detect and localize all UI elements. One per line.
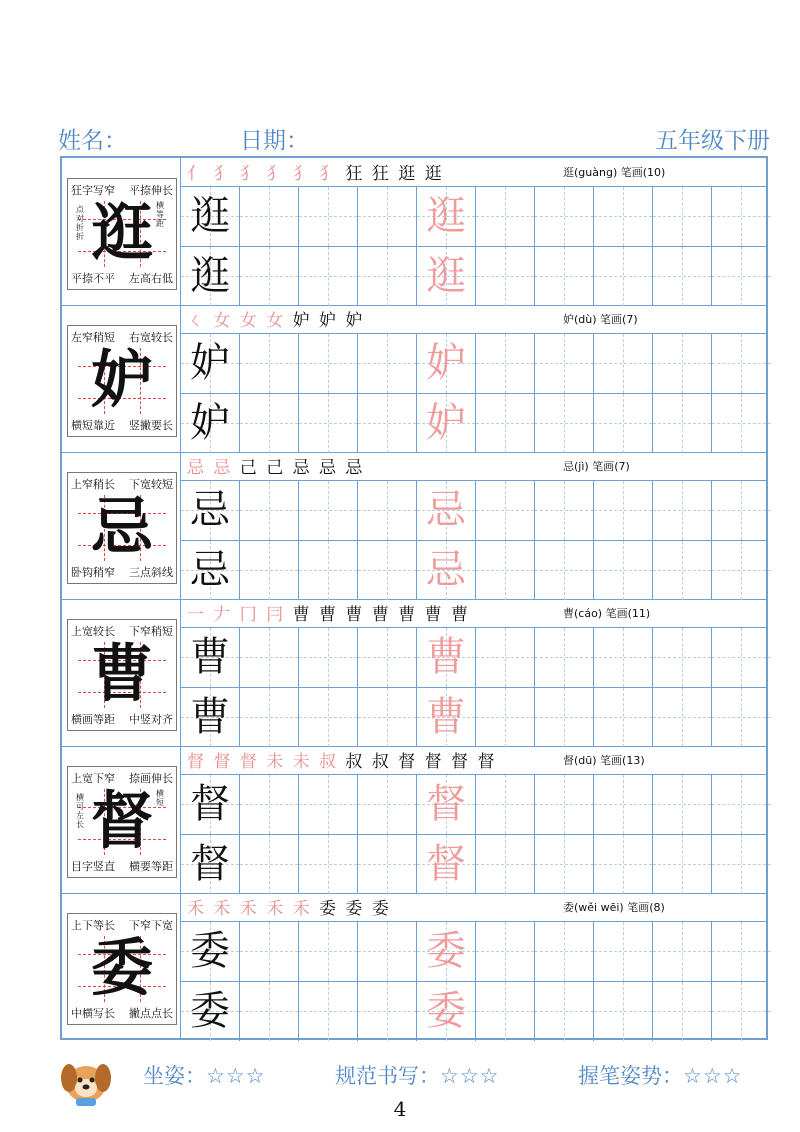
stroke-order-row xyxy=(181,158,766,187)
writing-cell[interactable] xyxy=(594,922,653,981)
stroke-sequence-complete: 委 委 委 xyxy=(311,899,391,919)
writing-cell[interactable] xyxy=(594,775,653,834)
writing-cell[interactable] xyxy=(712,922,771,981)
writing-cell[interactable] xyxy=(299,982,358,1041)
pinyin-stroke-count: 逛(guàng) 笔画(10) xyxy=(563,166,666,179)
model-character: 委 xyxy=(90,931,153,1004)
writing-cell[interactable] xyxy=(594,982,653,1041)
writing-cell[interactable] xyxy=(181,247,240,306)
posture-rating xyxy=(143,1060,265,1090)
writing-cell[interactable] xyxy=(653,922,712,981)
writing-label: 规范书写： xyxy=(335,1064,440,1088)
sample-character: 妒 xyxy=(190,340,230,386)
page-number: 4 xyxy=(393,1097,407,1121)
trace-character: 妒 xyxy=(426,400,466,446)
tip-top-left: 上宽下窄 xyxy=(71,772,115,785)
stroke-order-row xyxy=(181,746,766,775)
sample-character: 逛 xyxy=(190,193,230,239)
writing-cell[interactable] xyxy=(417,187,476,246)
writing-cell[interactable] xyxy=(358,541,417,600)
writing-cell[interactable] xyxy=(476,481,535,540)
writing-cell[interactable] xyxy=(240,334,299,393)
practice-sheet xyxy=(60,156,768,1040)
model-card xyxy=(67,178,177,290)
writing-cell[interactable] xyxy=(299,187,358,246)
stroke-sequence-partial: 忌 忌 xyxy=(187,458,233,478)
trace-character: 委 xyxy=(426,928,466,974)
model-character: 妒 xyxy=(90,343,153,416)
writing-cell[interactable] xyxy=(358,688,417,747)
tip-bottom-right: 横要等距 xyxy=(129,860,173,873)
writing-cell[interactable] xyxy=(594,481,653,540)
tip-top-left: 狂字写窄 xyxy=(71,184,115,197)
writing-cell[interactable] xyxy=(240,541,299,600)
writing-cell[interactable] xyxy=(299,481,358,540)
character-block xyxy=(62,746,766,894)
writing-cell[interactable] xyxy=(535,481,594,540)
writing-cell[interactable] xyxy=(535,334,594,393)
stroke-sequence-complete: 叔 叔 督 督 督 督 xyxy=(338,752,497,772)
writing-cell[interactable] xyxy=(181,187,240,246)
posture-stars[interactable]: ☆☆☆ xyxy=(206,1064,266,1088)
writing-cell[interactable] xyxy=(181,394,240,453)
writing-cell[interactable] xyxy=(535,688,594,747)
model-card xyxy=(67,913,177,1025)
writing-cell[interactable] xyxy=(535,775,594,834)
writing-cell[interactable] xyxy=(417,247,476,306)
tip-top-left: 上窄稍长 xyxy=(71,478,115,491)
writing-cell[interactable] xyxy=(594,541,653,600)
pinyin-stroke-count: 曹(cáo) 笔画(11) xyxy=(563,607,651,620)
trace-character: 逛 xyxy=(426,193,466,239)
writing-cell[interactable] xyxy=(299,688,358,747)
tip-bottom-left: 卧钩稍窄 xyxy=(71,566,115,579)
writing-grid-row xyxy=(181,187,766,247)
writing-cell[interactable] xyxy=(594,334,653,393)
writing-cell[interactable] xyxy=(594,688,653,747)
stroke-sequence-partial: ㄑ 女 女 女 xyxy=(187,311,286,331)
stroke-sequence-complete: 妒 妒 妒 xyxy=(285,311,365,331)
writing-cell[interactable] xyxy=(476,247,535,306)
model-column xyxy=(62,452,181,599)
writing-cell[interactable] xyxy=(653,775,712,834)
writing-cell[interactable] xyxy=(476,394,535,453)
writing-cell[interactable] xyxy=(712,628,771,687)
stroke-sequence-partial: 禾 禾 禾 禾 禾 xyxy=(187,899,312,919)
writing-cell[interactable] xyxy=(181,481,240,540)
writing-cell[interactable] xyxy=(240,628,299,687)
writing-cell[interactable] xyxy=(240,775,299,834)
writing-grid-row xyxy=(181,541,766,600)
trace-character: 逛 xyxy=(426,253,466,299)
writing-cell[interactable] xyxy=(240,982,299,1041)
tip-bottom-left: 横画等距 xyxy=(71,713,115,726)
writing-cell[interactable] xyxy=(653,541,712,600)
writing-cell[interactable] xyxy=(240,247,299,306)
stroke-sequence-complete: 曹 曹 曹 曹 曹 曹 曹 xyxy=(285,605,471,625)
writing-cell[interactable] xyxy=(476,922,535,981)
grip-rating xyxy=(578,1060,742,1090)
tip-top-right: 右宽较长 xyxy=(129,331,173,344)
writing-cell[interactable] xyxy=(594,835,653,894)
writing-cell[interactable] xyxy=(417,394,476,453)
stroke-sequence xyxy=(187,600,470,625)
writing-cell[interactable] xyxy=(358,775,417,834)
writing-cell[interactable] xyxy=(240,187,299,246)
writing-grid-row xyxy=(181,835,766,894)
tip-bottom-left: 平捺不平 xyxy=(71,272,115,285)
tip-top-right: 下窄下宽 xyxy=(129,919,173,932)
stroke-order-row xyxy=(181,305,766,334)
character-block xyxy=(62,305,766,453)
sample-character: 督 xyxy=(190,781,230,827)
trace-character: 忌 xyxy=(426,547,466,593)
model-character: 曹 xyxy=(90,637,153,710)
writing-cell[interactable] xyxy=(653,481,712,540)
writing-cell[interactable] xyxy=(712,334,771,393)
character-block xyxy=(62,452,766,600)
writing-cell[interactable] xyxy=(535,541,594,600)
writing-cell[interactable] xyxy=(181,982,240,1041)
sample-character: 委 xyxy=(190,928,230,974)
writing-cell[interactable] xyxy=(476,688,535,747)
writing-cell[interactable] xyxy=(535,835,594,894)
writing-cell[interactable] xyxy=(476,334,535,393)
character-block xyxy=(62,893,766,1040)
writing-cell[interactable] xyxy=(299,922,358,981)
trace-character: 委 xyxy=(426,988,466,1034)
writing-cell[interactable] xyxy=(594,187,653,246)
model-character: 忌 xyxy=(90,490,153,563)
writing-cell[interactable] xyxy=(358,334,417,393)
model-column xyxy=(62,305,181,452)
trace-character: 督 xyxy=(426,781,466,827)
tip-bottom-right: 竖撇要长 xyxy=(129,419,173,432)
writing-cell[interactable] xyxy=(358,628,417,687)
model-card xyxy=(67,766,177,878)
model-column xyxy=(62,599,181,746)
writing-stars[interactable]: ☆☆☆ xyxy=(440,1064,500,1088)
tip-bottom-right: 左高右低 xyxy=(129,272,173,285)
writing-cell[interactable] xyxy=(299,775,358,834)
model-column xyxy=(62,158,181,305)
writing-cell[interactable] xyxy=(417,835,476,894)
sample-character: 忌 xyxy=(190,487,230,533)
writing-cell[interactable] xyxy=(476,541,535,600)
stroke-order-row xyxy=(181,893,766,922)
writing-cell[interactable] xyxy=(653,247,712,306)
writing-grid-row xyxy=(181,334,766,394)
sample-character: 妒 xyxy=(190,400,230,446)
writing-cell[interactable] xyxy=(181,628,240,687)
writing-grid-row xyxy=(181,982,766,1041)
writing-cell[interactable] xyxy=(358,394,417,453)
structure-note: 横短 xyxy=(156,789,164,807)
writing-cell[interactable] xyxy=(653,187,712,246)
tip-bottom-left: 目字竖直 xyxy=(71,860,115,873)
writing-cell[interactable] xyxy=(417,541,476,600)
writing-cell[interactable] xyxy=(299,541,358,600)
writing-cell[interactable] xyxy=(240,835,299,894)
stroke-sequence xyxy=(187,453,364,478)
model-card xyxy=(67,325,177,437)
stroke-sequence-partial: 督 督 督 未 未 叔 xyxy=(187,752,339,772)
writing-cell[interactable] xyxy=(358,922,417,981)
sample-character: 督 xyxy=(190,841,230,887)
writing-cell[interactable] xyxy=(299,835,358,894)
writing-cell[interactable] xyxy=(712,394,771,453)
writing-cell[interactable] xyxy=(417,481,476,540)
trace-character: 妒 xyxy=(426,340,466,386)
writing-cell[interactable] xyxy=(417,775,476,834)
writing-cell[interactable] xyxy=(476,775,535,834)
writing-cell[interactable] xyxy=(535,982,594,1041)
tip-bottom-right: 三点斜线 xyxy=(129,566,173,579)
stroke-sequence-complete: 己 己 忌 忌 忌 xyxy=(232,458,365,478)
writing-grid-row xyxy=(181,688,766,747)
tip-bottom-left: 横短靠近 xyxy=(71,419,115,432)
pinyin-stroke-count: 妒(dù) 笔画(7) xyxy=(563,313,638,326)
writing-cell[interactable] xyxy=(712,481,771,540)
stroke-sequence-complete: 狂 狂 逛 逛 xyxy=(338,164,444,184)
stroke-sequence xyxy=(187,159,444,184)
writing-cell[interactable] xyxy=(653,688,712,747)
writing-grid-row xyxy=(181,481,766,541)
tip-top-left: 上宽较长 xyxy=(71,625,115,638)
writing-cell[interactable] xyxy=(358,187,417,246)
writing-cell[interactable] xyxy=(417,922,476,981)
grip-label: 握笔姿势： xyxy=(578,1064,683,1088)
writing-cell[interactable] xyxy=(358,835,417,894)
structure-note: 横可左长 xyxy=(76,793,84,829)
writing-cell[interactable] xyxy=(476,835,535,894)
tip-bottom-right: 撇点点长 xyxy=(129,1007,173,1020)
writing-cell[interactable] xyxy=(535,394,594,453)
pinyin-stroke-count: 委(wěi wēi) 笔画(8) xyxy=(563,901,665,914)
writing-cell[interactable] xyxy=(712,775,771,834)
writing-cell[interactable] xyxy=(653,835,712,894)
tip-top-right: 捺画伸长 xyxy=(129,772,173,785)
sample-character: 曹 xyxy=(190,634,230,680)
writing-cell[interactable] xyxy=(476,982,535,1041)
writing-cell[interactable] xyxy=(417,334,476,393)
character-block xyxy=(62,158,766,306)
writing-cell[interactable] xyxy=(712,187,771,246)
writing-grid-row xyxy=(181,247,766,306)
tip-bottom-right: 中竖对齐 xyxy=(129,713,173,726)
writing-cell[interactable] xyxy=(240,922,299,981)
sample-character: 委 xyxy=(190,988,230,1034)
writing-cell[interactable] xyxy=(181,922,240,981)
writing-grid-row xyxy=(181,394,766,453)
pinyin-stroke-count: 督(dū) 笔画(13) xyxy=(563,754,645,767)
writing-cell[interactable] xyxy=(594,394,653,453)
writing-cell[interactable] xyxy=(653,334,712,393)
writing-grid-row xyxy=(181,775,766,835)
writing-cell[interactable] xyxy=(653,394,712,453)
writing-cell[interactable] xyxy=(181,688,240,747)
writing-cell[interactable] xyxy=(181,775,240,834)
posture-label: 坐姿： xyxy=(143,1064,206,1088)
model-column xyxy=(62,746,181,893)
model-column xyxy=(62,893,181,1040)
tip-top-right: 下窄稍短 xyxy=(129,625,173,638)
character-block xyxy=(62,599,766,747)
trace-character: 曹 xyxy=(426,694,466,740)
stroke-sequence xyxy=(187,894,391,919)
writing-cell[interactable] xyxy=(240,481,299,540)
writing-cell[interactable] xyxy=(653,628,712,687)
writing-cell[interactable] xyxy=(535,247,594,306)
trace-character: 忌 xyxy=(426,487,466,533)
writing-cell[interactable] xyxy=(240,394,299,453)
tip-top-right: 平捺伸长 xyxy=(129,184,173,197)
model-card xyxy=(67,619,177,731)
stroke-order-row xyxy=(181,599,766,628)
writing-cell[interactable] xyxy=(358,982,417,1041)
grade-label: 五年级下册 xyxy=(655,128,770,154)
stroke-sequence xyxy=(187,747,496,772)
model-character: 督 xyxy=(90,784,153,857)
model-card xyxy=(67,472,177,584)
writing-cell[interactable] xyxy=(712,982,771,1041)
name-label: 姓名： xyxy=(58,128,127,154)
writing-cell[interactable] xyxy=(712,541,771,600)
writing-cell[interactable] xyxy=(417,982,476,1041)
tip-bottom-left: 中横写长 xyxy=(71,1007,115,1020)
trace-character: 曹 xyxy=(426,634,466,680)
writing-cell[interactable] xyxy=(417,628,476,687)
writing-cell[interactable] xyxy=(535,187,594,246)
writing-cell[interactable] xyxy=(181,334,240,393)
writing-cell[interactable] xyxy=(299,334,358,393)
writing-cell[interactable] xyxy=(358,481,417,540)
writing-cell[interactable] xyxy=(181,835,240,894)
writing-cell[interactable] xyxy=(712,835,771,894)
writing-cell[interactable] xyxy=(181,541,240,600)
writing-cell[interactable] xyxy=(299,247,358,306)
pinyin-stroke-count: 忌(jì) 笔画(7) xyxy=(563,460,630,473)
writing-rating xyxy=(335,1060,499,1090)
grip-stars[interactable]: ☆☆☆ xyxy=(683,1064,743,1088)
sample-character: 逛 xyxy=(190,253,230,299)
stroke-order-row xyxy=(181,452,766,481)
trace-character: 督 xyxy=(426,841,466,887)
writing-grid-row xyxy=(181,628,766,688)
stroke-sequence-partial: 亻 犭 犭 犭 犭 犭 xyxy=(187,164,339,184)
writing-cell[interactable] xyxy=(712,688,771,747)
writing-cell[interactable] xyxy=(240,688,299,747)
tip-top-right: 下宽较短 xyxy=(129,478,173,491)
writing-cell[interactable] xyxy=(299,394,358,453)
writing-cell[interactable] xyxy=(712,247,771,306)
writing-cell[interactable] xyxy=(653,982,712,1041)
structure-note: 点对折折 xyxy=(76,205,84,241)
sample-character: 忌 xyxy=(190,547,230,593)
writing-cell[interactable] xyxy=(417,688,476,747)
writing-cell[interactable] xyxy=(594,628,653,687)
tip-top-left: 左窄稍短 xyxy=(71,331,115,344)
date-label: 日期： xyxy=(240,128,309,154)
model-character: 逛 xyxy=(90,196,153,269)
structure-note: 横等距 xyxy=(156,201,164,228)
stroke-sequence xyxy=(187,306,364,331)
writing-cell[interactable] xyxy=(358,247,417,306)
stroke-sequence-partial: 一 𠂇 冂 冃 xyxy=(187,605,286,625)
writing-cell[interactable] xyxy=(476,628,535,687)
writing-cell[interactable] xyxy=(594,247,653,306)
sample-character: 曹 xyxy=(190,694,230,740)
writing-cell[interactable] xyxy=(535,628,594,687)
writing-cell[interactable] xyxy=(299,628,358,687)
writing-grid-row xyxy=(181,922,766,982)
tip-top-left: 上下等长 xyxy=(71,919,115,932)
writing-cell[interactable] xyxy=(535,922,594,981)
writing-cell[interactable] xyxy=(476,187,535,246)
